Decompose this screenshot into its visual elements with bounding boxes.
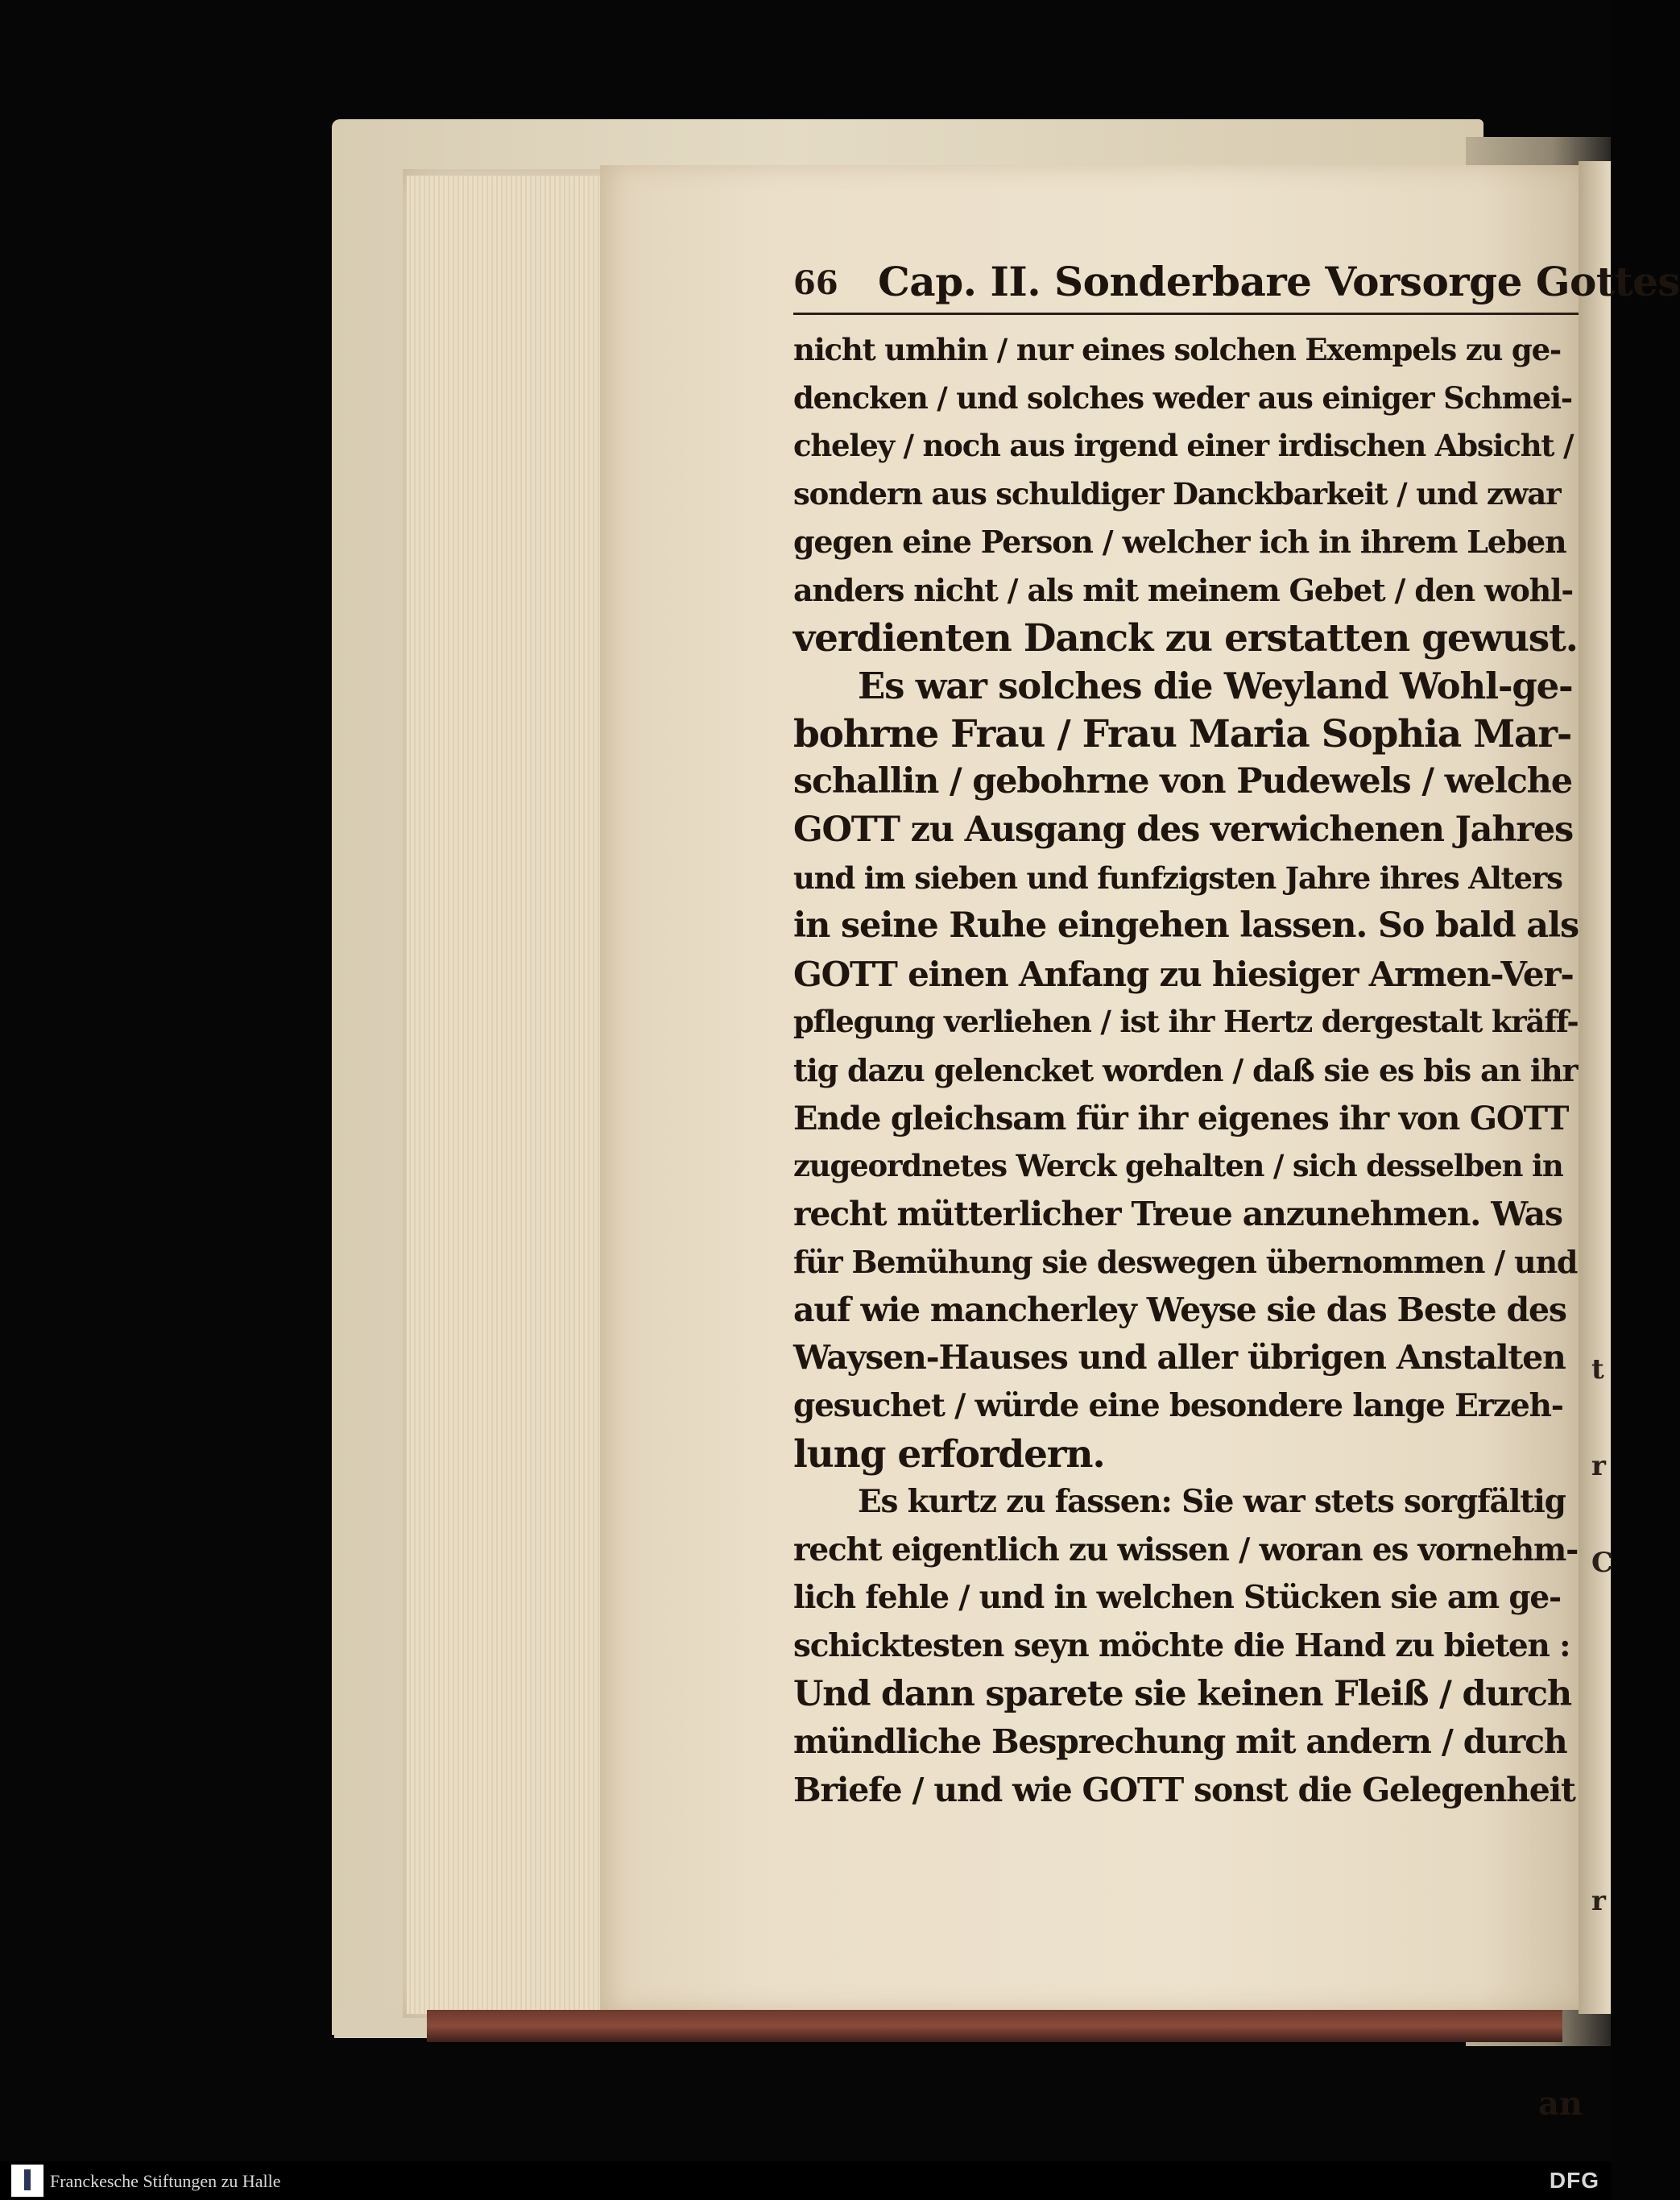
- text-line: sondern aus schuldiger Danckbarkeit / und zwar: [793, 475, 1561, 512]
- text-line: Und dann sparete sie keinen Fleiß / durch: [793, 1673, 1571, 1714]
- dfg-logo: DFG: [1549, 2168, 1599, 2193]
- text-line: mündliche Besprechung mit andern / durch: [793, 1722, 1567, 1762]
- text-line: nicht umhin / nur eines solchen Exempels zu ge-: [793, 332, 1562, 367]
- institution-label: Franckesche Stiftungen zu Halle: [50, 2171, 281, 2191]
- page-number: 66: [793, 264, 838, 302]
- text-line: und im sieben und funfzigsten Jahre ihres Alters: [793, 860, 1562, 896]
- text-line: Es war solches die Weyland Wohl-ge-: [858, 665, 1573, 708]
- text-line: auf wie mancherley Weyse sie das Beste des: [793, 1290, 1566, 1329]
- text-line: GOTT einen Anfang zu hiesiger Armen-Ver-: [793, 954, 1574, 994]
- catchword: an: [1538, 2085, 1583, 2123]
- text-line: zugeordnetes Werck gehalten / sich desselben in: [793, 1148, 1563, 1184]
- text-line: schicktesten seyn möchte die Hand zu bieten :: [793, 1627, 1570, 1665]
- text-line: für Bemühung sie deswegen übernommen / und: [793, 1244, 1578, 1281]
- text-line: GOTT zu Ausgang des verwichenen Jahres: [793, 809, 1574, 850]
- text-line: Briefe / und wie GOTT sonst die Gelegenheit: [793, 1770, 1575, 1809]
- text-line: schallin / gebohrne von Pudewels / welche: [793, 761, 1572, 802]
- franckesche-logo-icon: [11, 2165, 43, 2197]
- text-line: recht eigentlich zu wissen / woran es vornehm-: [793, 1531, 1579, 1568]
- text-line: Ende gleichsam für ihr eigenes ihr von GOTT: [793, 1099, 1569, 1137]
- page-fore-edge: [407, 176, 606, 2014]
- text-line: recht mütterlicher Treue anzunehmen. Was: [793, 1194, 1562, 1233]
- text-line: dencken / und solches weder aus einiger Schmei-: [793, 379, 1572, 416]
- text-line: bohrne Frau / Frau Maria Sophia Mar-: [793, 711, 1572, 756]
- text-line: verdienten Danck zu erstatten gewust.: [793, 615, 1578, 661]
- page-header: [793, 256, 1680, 315]
- text-line: cheley / noch aus irgend einer irdischen Absicht /: [793, 428, 1574, 464]
- viewer-footer: [0, 2161, 1611, 2200]
- text-line: in seine Ruhe eingehen lassen. So bald als: [793, 905, 1579, 947]
- text-line: tig dazu gelencket worden / daß sie es bis an ihr: [793, 1051, 1578, 1088]
- text-line: anders nicht / als mit meinem Gebet / den wohl-: [793, 571, 1573, 608]
- text-line: Waysen-Hauses und aller übrigen Anstalten: [793, 1338, 1566, 1378]
- body-text: [793, 326, 1579, 1814]
- red-board-edge: [427, 2010, 1562, 2042]
- adjacent-page-strip: t r C r: [1579, 161, 1611, 2014]
- text-line: gegen eine Person / welcher ich in ihrem Leben: [793, 524, 1566, 561]
- text-line: Es kurtz zu fassen: Sie war stets sorgfältig: [858, 1483, 1566, 1521]
- text-line: pflegung verliehen / ist ihr Hertz dergestalt kräff-: [793, 1004, 1579, 1040]
- text-line: gesuchet / würde eine besondere lange Erzeh-: [793, 1387, 1563, 1425]
- text-line: lung erfordern.: [793, 1431, 1105, 1477]
- text-line: lich fehle / und in welchen Stücken sie am ge-: [793, 1579, 1562, 1617]
- running-head: Cap. II. Sonderbare Vorsorge Gottes: [878, 258, 1680, 305]
